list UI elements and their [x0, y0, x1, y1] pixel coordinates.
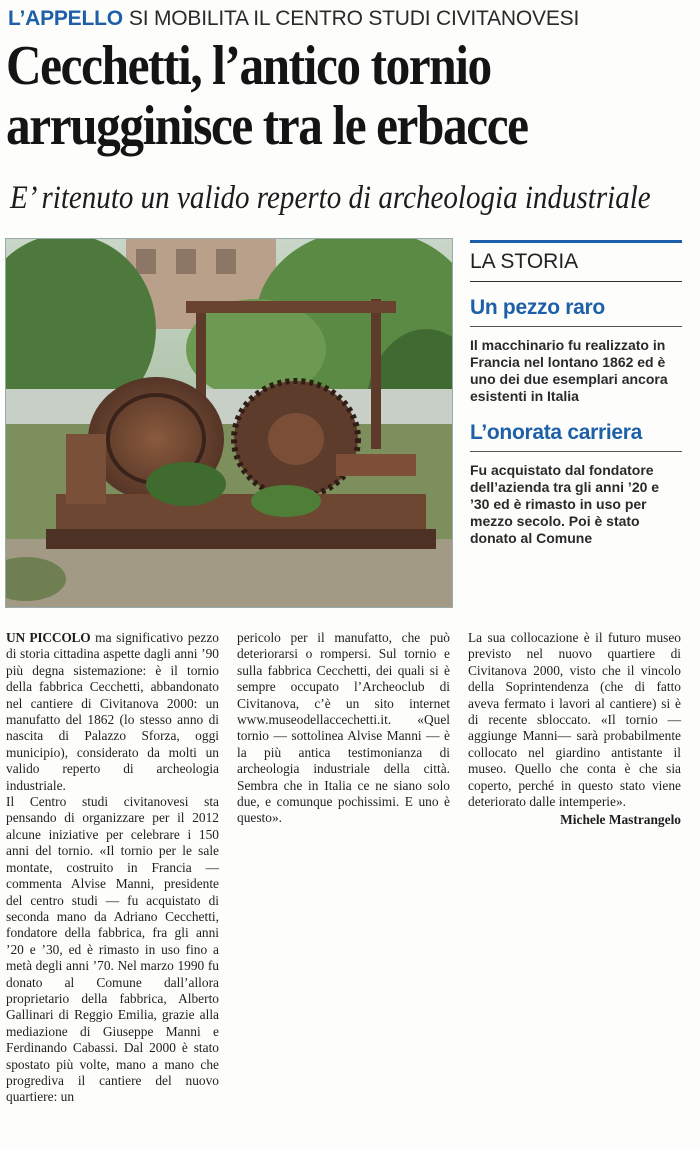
article-paragraph	[6, 630, 219, 794]
subheadline: E’ ritenuto un valido reperto di archeologia industriale	[10, 180, 651, 216]
article-paragraph: La sua collocazione è il futuro museo previsto nel nuovo quartiere di Civitanova 2000, visto che il vincolo della Soprintendenza (che di fatto aveva fermato i lavori al cantiere) si è di recente sbloccato. «Il tornio —aggiunge Manni— sarà probabilmente collocato nel giardino antistante il museo. Quello che conta è che sia coperto, perché in questo stato viene deteriorato dalle intemperie».	[468, 630, 681, 810]
kicker-label: L’APPELLO	[8, 7, 123, 30]
byline: Michele Mastrangelo	[560, 812, 681, 828]
kicker-text: SI MOBILITA IL CENTRO STUDI CIVITANOVESI	[128, 7, 580, 30]
headline	[6, 36, 611, 156]
sidebar-section-title: L’onorata carriera	[470, 421, 682, 452]
article-paragraph: pericolo per il manufatto, che può deteriorarsi o rompersi. Sul tornio e sulla fabbrica Cecchetti, dei quali si è sempre occupato l’Archeoclub di Civitanova, c’è un sito internet www.museodellaccechetti.it. «Quel tornio — sottolinea Alvise Manni — è la più antica testimonianza di archeologia industriale della città. Sembra che in Italia ce ne siano solo due, e comunque pochissimi. E uno è questo».	[237, 630, 450, 826]
sidebar-rule	[470, 240, 682, 243]
sidebar-section-text: Il macchinario fu realizzato in Francia nel lontano 1862 ed è uno dei due esemplari ancora esistenti in Italia	[470, 337, 668, 404]
headline-line-1: Cecchetti, l’antico tornio	[6, 35, 491, 97]
sidebar-la-storia	[470, 240, 682, 563]
article-column-2	[237, 630, 450, 1106]
sidebar-heading: LA STORIA	[470, 249, 682, 282]
kicker	[8, 6, 692, 32]
article-body	[6, 630, 682, 1106]
sidebar-section-text: Fu acquistato dal fondatore dell’azienda tra gli anni ’20 e ’30 ed è rimasto in uso per mezzo secolo. Poi è stato donato al Comune	[470, 462, 660, 546]
article-column-3	[468, 630, 681, 1106]
article-paragraph: Il Centro studi civitanovesi sta pensando di organizzare per il 2012 alcune iniziative per celebrare i 150 anni del tornio. «Il tornio per le sale montate, costruito in Francia — commenta Alvise Manni, presidente del centro studi — fu acquistato di seconda mano da Adriano Cecchetti, fondatore della fabbrica, fra gli anni ’20 e ’30, ed è rimasto in uso fino a metà degli anni ’70. Nel marzo 1990 fu donato al Comune dall’allora proprietario della fabbrica, Alberto Gallinari di Reggio Emilia, grazie alla mediazione di Giuseppe Manni e Ferdinando Cabassi. Dal 2000 è stato spostato più volte, mano a mano che progrediva il cantiere del nuovo quartiere: un	[6, 794, 219, 1105]
rusted-lathe-photo-icon	[6, 239, 452, 607]
article-lead: UN PICCOLO	[6, 630, 91, 645]
sidebar-section-title: Un pezzo raro	[470, 296, 682, 327]
article-photo	[5, 238, 453, 608]
article-column-1	[6, 630, 219, 1106]
article-text: ma significativo pezzo di storia cittadina aspette dagli anni ’90 più degna sistemazione: è il tornio della fabbrica Cecchetti, abbandonato nel cantiere di Civitanova 2000: un manufatto del 1862 (lo stesso anno di nascita di Palazzo Sforza, oggi municipio), considerato da molti un valido reperto di archeologia industriale.	[6, 630, 219, 793]
headline-line-2: arrugginisce tra le erbacce	[6, 95, 528, 157]
